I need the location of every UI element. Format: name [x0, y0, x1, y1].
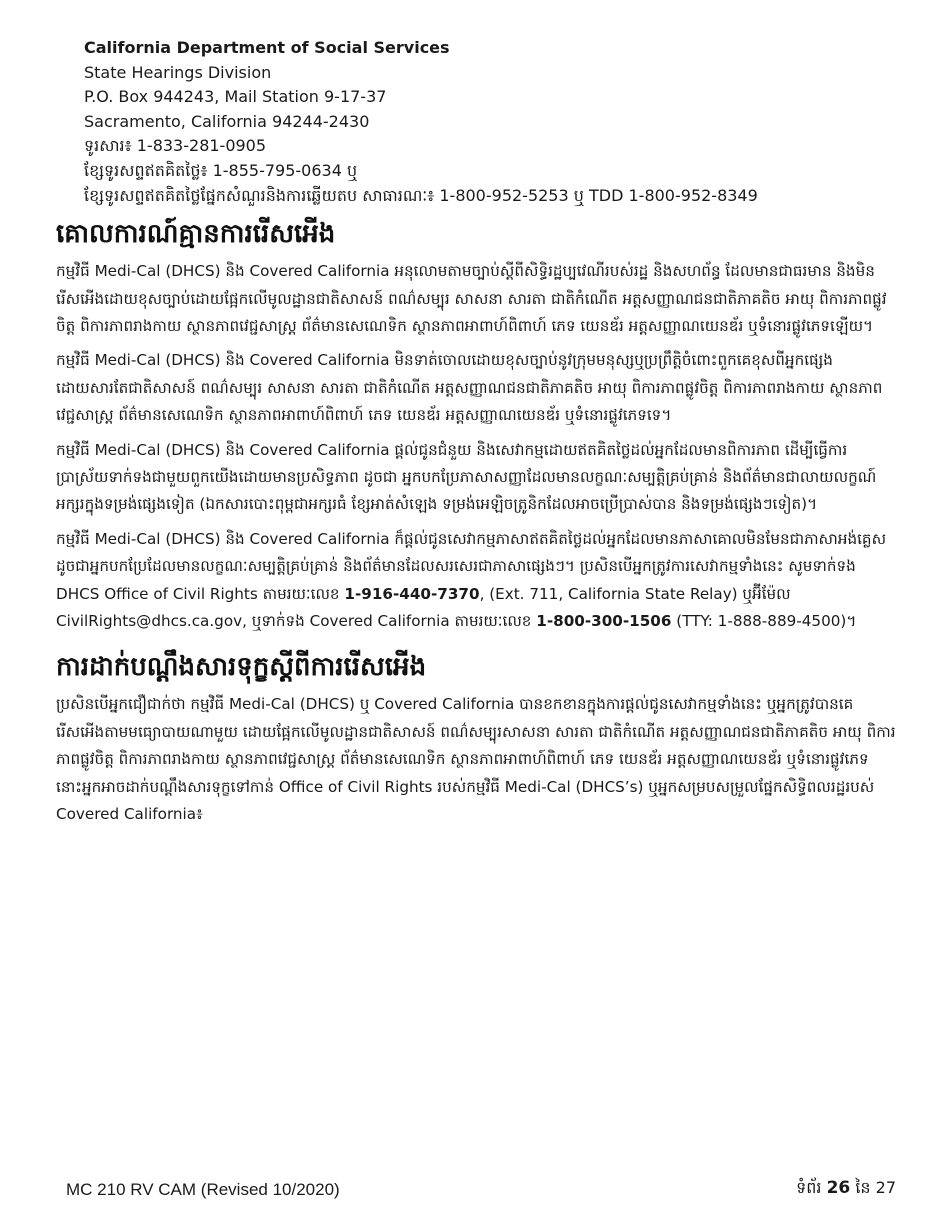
address-fax: ទូរសារ៖ 1-833-281-0905 — [84, 136, 267, 156]
dhcs-phone: 1-916-440-7370 — [344, 584, 480, 603]
page-of: នៃ — [850, 1178, 876, 1197]
address-tollfree: ខ្សែទូរសព្ទឥតគិតថ្លៃ៖ 1-855-795-0634 ឬ — [84, 160, 358, 180]
mailing-address — [84, 36, 896, 208]
nondiscrimination-para-1: កម្មវិធី Medi-Cal (DHCS) និង Covered California អនុលោមតាមច្បាប់ស្តីពីសិទ្ធិរដ្ឋប្បវេណីរបស់រដ្ឋ និងសហព័ន្ធ ដែលមានជាធរមាន និងមិនរើសអើងដោយខុសច្បាប់ដោយផ្អែកលើមូលដ្ឋានជាតិសាសន៍ ពណ៌សម្បុរ សាសនា សារតា ជាតិកំណើត អត្តសញ្ញាណជនជាតិភាគតិច អាយុ ពិការភាពផ្លូវចិត្ត ពិការភាពរាងកាយ ស្ថានភាពវេជ្ជសាស្ត្រ ព័ត៌មានសេណេទិក ស្ថានភាពអាពាហ៍ពិពាហ៍ ភេទ យេនឌ័រ អត្តសញ្ញាណយេនឌ័រ ឬទំនោរផ្លូវភេទឡើយ។ — [56, 262, 887, 335]
address-org: California Department of Social Services — [84, 38, 450, 57]
page-number — [796, 1176, 896, 1200]
grievance-para-1: ប្រសិនបើអ្នកជឿជាក់ថា កម្មវិធី Medi-Cal (DHCS) ឬ Covered California បានខកខានក្នុងការផ្តល់ជូនសេវាកម្មទាំងនេះ ឬអ្នកត្រូវបានគេរើសអើងតាមមធ្យោបាយណាមួយ ដោយផ្អែកលើមូលដ្ឋានជាតិសាសន៍ ពណ៌សម្បុរសាសនា សារតា ជាតិកំណើត អត្តសញ្ញាណជនជាតិភាគតិច អាយុ ពិការភាពផ្លូវចិត្ត ពិការភាពរាងកាយ ស្ថានភាពវេជ្ជសាស្ត្រ ព័ត៌មានសេណេទិក ស្ថានភាពអាពាហ៍ពិពាហ៍ ភេទ យេនឌ័រ អត្តសញ្ញាណយេនឌ័រ ឬទំនោរផ្លូវភេទ នោះអ្នកអាចដាក់បណ្តឹងសារទុក្ខទៅកាន់ Office of Civil Rights របស់កម្មវិធី Medi-Cal (DHCS’s) ឬអ្នកសម្របសម្រួលផ្នែកសិទ្ធិពលរដ្ឋរបស់ Covered California៖ — [56, 695, 896, 824]
covered-ca-phone: 1-800-300-1506 — [536, 612, 672, 631]
page-total: 27 — [875, 1178, 896, 1197]
document-page — [56, 36, 896, 835]
nondiscrimination-para-2: កម្មវិធី Medi-Cal (DHCS) និង Covered California មិនទាត់ចោលដោយខុសច្បាប់នូវក្រុមមនុស្សឬប្រព្រឹត្តិចំពោះពួកគេខុសពីអ្នកផ្សេងដោយសារតែជាតិសាសន៍ ពណ៌សម្បុរ សាសនា សារតា ជាតិកំណើត អត្តសញ្ញាណជនជាតិភាគតិច អាយុ ពិការភាពផ្លូវចិត្ត ពិការភាពរាងកាយ ស្ថានភាពវេជ្ជសាស្ត្រ ព័ត៌មានសេណេទិក ស្ថានភាពអាពាហ៍ពិពាហ៍ ភេទ យេនឌ័រ អត្តសញ្ញាណយេនឌ័រ ឬទំនោរផ្លូវភេទទេ។ — [56, 351, 883, 425]
address-city: Sacramento, California 94244-2430 — [84, 111, 370, 131]
grievance-section — [56, 649, 896, 828]
address-po-box: P.O. Box 944243, Mail Station 9-17-37 — [84, 87, 387, 107]
form-id: MC 210 RV CAM (Revised 10/2020) — [66, 1180, 340, 1199]
nondiscrimination-para-3: កម្មវិធី Medi-Cal (DHCS) និង Covered California ផ្តល់ជូនជំនួយ និងសេវាកម្មដោយឥតគិតថ្លៃដល់អ្នកដែលមានពិការភាព ដើម្បីធ្វើការប្រាស្រ័យទាក់ទងជាមួយពួកយើងដោយមានប្រសិទ្ធភាព ដូចជា អ្នកបកប្រែភាសាសញ្ញាដែលមានលក្ខណៈសម្បត្តិគ្រប់គ្រាន់ និងព័ត៌មានជាលាយលក្ខណ៍អក្សរក្នុងទម្រង់ផ្សេងទៀត (ឯកសារបោះពុម្ពជាអក្សរធំ ខ្សែអាត់សំឡេង ទម្រង់អេឡិចត្រូនិកដែលអាចប្រើប្រាស់បាន និងទម្រង់ផ្សេងៗទៀត)។ — [56, 440, 877, 514]
grievance-heading: ការដាក់បណ្តឹងសារទុក្ខស្តីពីការរើសអើង — [56, 652, 427, 683]
para-4-text-a: កម្មវិធី Medi-Cal (DHCS) និង Covered California ក៏ផ្តល់ជូនសេវាកម្មភាសាឥតគិតថ្លៃដល់អ្នកដែលមានភាសាគោលមិនមែនជាភាសាអង់គ្លេស ដូចជាអ្នកបកប្រែដែលមានលក្ខណៈសម្បត្តិគ្រប់គ្រាន់ និងព័ត៌មានដែលសរសេរជាភាសាផ្សេងៗ។ ប្រសិនបើអ្នកត្រូវការសេវាកម្មទាំងនេះ សូមទាក់ទង DHCS Office of Civil Rights តាមរយៈលេខ — [56, 529, 887, 603]
nondiscrimination-para-4 — [56, 526, 896, 636]
para-4-text-b: , (Ext. 711, California State Relay) ឬអ៊ីម៉ែល CivilRights@dhcs.ca.gov, ឬទាក់ទង Covered California តាមរយៈលេខ — [56, 584, 791, 631]
address-public-inquiry: ខ្សែទូរសព្ទឥតគិតថ្លៃផ្នែកសំណួរនិងការឆ្លើយតប សាធារណៈ៖ 1-800-952-5253 ឬ TDD 1-800-952-8349 — [84, 185, 758, 205]
page-current: 26 — [826, 1178, 851, 1198]
page-prefix: ទំព័រ — [796, 1178, 827, 1197]
address-division: State Hearings Division — [84, 62, 272, 82]
nondiscrimination-heading: គោលការណ៍គ្មានការរើសអើង — [56, 219, 336, 250]
para-4-text-c: (TTY: 1-888-889-4500)។ — [671, 612, 857, 631]
